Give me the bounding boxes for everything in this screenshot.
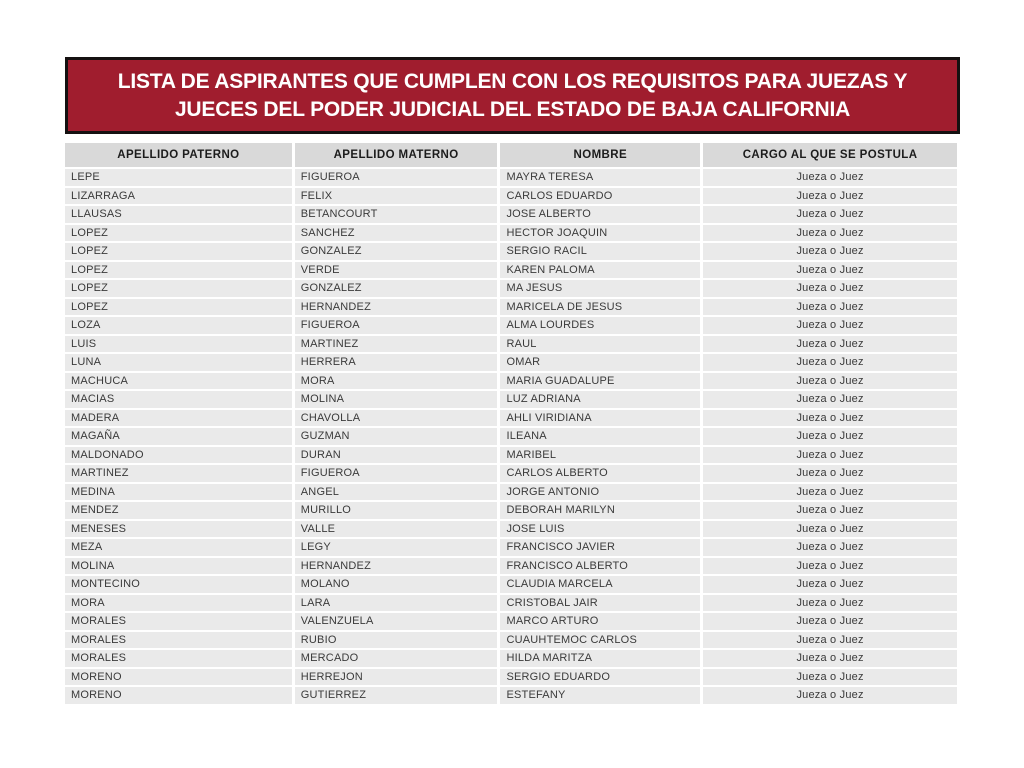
table-row (65, 280, 957, 297)
cell-apellido-materno: MOLINA (295, 391, 498, 408)
cell-cargo: Jueza o Juez (703, 521, 957, 538)
cell-cargo: Jueza o Juez (703, 613, 957, 630)
cell-nombre: MARIA GUADALUPE (500, 373, 700, 390)
cell-apellido-materno: GONZALEZ (295, 280, 498, 297)
column-header-apellido-materno: APELLIDO MATERNO (295, 143, 498, 167)
cell-apellido-paterno: MEDINA (65, 484, 292, 501)
table-row (65, 539, 957, 556)
column-header-nombre: NOMBRE (500, 143, 700, 167)
cell-nombre: MARCO ARTURO (500, 613, 700, 630)
cell-nombre: ALMA LOURDES (500, 317, 700, 334)
table-row (65, 687, 957, 704)
column-header-apellido-paterno: APELLIDO PATERNO (65, 143, 292, 167)
cell-nombre: OMAR (500, 354, 700, 371)
cell-nombre: MAYRA TERESA (500, 169, 700, 186)
cell-apellido-paterno: MORENO (65, 687, 292, 704)
cell-apellido-materno: SANCHEZ (295, 225, 498, 242)
cell-apellido-paterno: LOPEZ (65, 243, 292, 260)
cell-nombre: HILDA MARITZA (500, 650, 700, 667)
cell-apellido-materno: HERNANDEZ (295, 299, 498, 316)
cell-nombre: DEBORAH MARILYN (500, 502, 700, 519)
cell-nombre: CLAUDIA MARCELA (500, 576, 700, 593)
cell-cargo: Jueza o Juez (703, 280, 957, 297)
cell-apellido-paterno: LUNA (65, 354, 292, 371)
cell-apellido-materno: MERCADO (295, 650, 498, 667)
table-row (65, 447, 957, 464)
cell-nombre: CARLOS EDUARDO (500, 188, 700, 205)
table-row (65, 410, 957, 427)
cell-nombre: RAUL (500, 336, 700, 353)
table-row (65, 669, 957, 686)
cell-apellido-materno: FIGUEROA (295, 317, 498, 334)
cell-cargo: Jueza o Juez (703, 206, 957, 223)
cell-nombre: CARLOS ALBERTO (500, 465, 700, 482)
cell-apellido-materno: LEGY (295, 539, 498, 556)
page-title-line-2: JUECES DEL PODER JUDICIAL DEL ESTADO DE BAJA CALIFORNIA (174, 97, 851, 121)
table-row (65, 558, 957, 575)
cell-apellido-paterno: MORALES (65, 650, 292, 667)
cell-cargo: Jueza o Juez (703, 484, 957, 501)
cell-apellido-materno: BETANCOURT (295, 206, 498, 223)
cell-apellido-paterno: MADERA (65, 410, 292, 427)
cell-apellido-materno: VALLE (295, 521, 498, 538)
cell-apellido-paterno: LUIS (65, 336, 292, 353)
cell-cargo: Jueza o Juez (703, 299, 957, 316)
cell-nombre: FRANCISCO JAVIER (500, 539, 700, 556)
table-row (65, 521, 957, 538)
cell-cargo: Jueza o Juez (703, 502, 957, 519)
cell-apellido-materno: MURILLO (295, 502, 498, 519)
table-row (65, 169, 957, 186)
cell-nombre: CUAUHTEMOC CARLOS (500, 632, 700, 649)
cell-cargo: Jueza o Juez (703, 669, 957, 686)
table-row (65, 391, 957, 408)
cell-apellido-paterno: MORALES (65, 613, 292, 630)
cell-apellido-materno: CHAVOLLA (295, 410, 498, 427)
cell-apellido-paterno: LLAUSAS (65, 206, 292, 223)
table-row (65, 465, 957, 482)
cell-apellido-materno: GUZMAN (295, 428, 498, 445)
table-row (65, 354, 957, 371)
table-body (65, 169, 957, 704)
cell-nombre: KAREN PALOMA (500, 262, 700, 279)
cell-apellido-paterno: MENDEZ (65, 502, 292, 519)
table-row (65, 650, 957, 667)
cell-apellido-paterno: LOZA (65, 317, 292, 334)
cell-apellido-materno: FELIX (295, 188, 498, 205)
page-title-line-1: LISTA DE ASPIRANTES QUE CUMPLEN CON LOS REQUISITOS PARA JUEZAS Y (117, 69, 908, 93)
cell-cargo: Jueza o Juez (703, 650, 957, 667)
cell-apellido-materno: ANGEL (295, 484, 498, 501)
table-header (65, 143, 957, 167)
cell-nombre: MARIBEL (500, 447, 700, 464)
cell-cargo: Jueza o Juez (703, 262, 957, 279)
cell-apellido-paterno: MENESES (65, 521, 292, 538)
cell-apellido-paterno: MORA (65, 595, 292, 612)
cell-apellido-materno: FIGUEROA (295, 169, 498, 186)
cell-cargo: Jueza o Juez (703, 465, 957, 482)
cell-cargo: Jueza o Juez (703, 576, 957, 593)
cell-cargo: Jueza o Juez (703, 243, 957, 260)
cell-nombre: AHLI VIRIDIANA (500, 410, 700, 427)
cell-nombre: JOSE LUIS (500, 521, 700, 538)
table-row (65, 299, 957, 316)
cell-nombre: ILEANA (500, 428, 700, 445)
cell-nombre: MARICELA DE JESUS (500, 299, 700, 316)
table-row (65, 595, 957, 612)
cell-cargo: Jueza o Juez (703, 188, 957, 205)
cell-apellido-paterno: LIZARRAGA (65, 188, 292, 205)
cell-cargo: Jueza o Juez (703, 354, 957, 371)
cell-cargo: Jueza o Juez (703, 169, 957, 186)
cell-cargo: Jueza o Juez (703, 317, 957, 334)
cell-apellido-paterno: MARTINEZ (65, 465, 292, 482)
cell-cargo: Jueza o Juez (703, 595, 957, 612)
column-header-cargo: CARGO AL QUE SE POSTULA (703, 143, 957, 167)
cell-apellido-materno: VERDE (295, 262, 498, 279)
cell-apellido-materno: MARTINEZ (295, 336, 498, 353)
table-row (65, 428, 957, 445)
cell-cargo: Jueza o Juez (703, 632, 957, 649)
cell-apellido-materno: MORA (295, 373, 498, 390)
table-row (65, 632, 957, 649)
cell-apellido-materno: GUTIERREZ (295, 687, 498, 704)
header-row (65, 143, 957, 167)
cell-apellido-materno: LARA (295, 595, 498, 612)
cell-apellido-paterno: MORENO (65, 669, 292, 686)
cell-cargo: Jueza o Juez (703, 428, 957, 445)
cell-cargo: Jueza o Juez (703, 687, 957, 704)
cell-cargo: Jueza o Juez (703, 539, 957, 556)
cell-apellido-paterno: MAGAÑA (65, 428, 292, 445)
table-row (65, 373, 957, 390)
cell-cargo: Jueza o Juez (703, 447, 957, 464)
cell-nombre: HECTOR JOAQUIN (500, 225, 700, 242)
cell-apellido-materno: RUBIO (295, 632, 498, 649)
cell-apellido-materno: HERREJON (295, 669, 498, 686)
table-row (65, 317, 957, 334)
title-banner (65, 57, 960, 134)
table-row (65, 613, 957, 630)
cell-nombre: ESTEFANY (500, 687, 700, 704)
cell-apellido-paterno: MALDONADO (65, 447, 292, 464)
cell-apellido-materno: MOLANO (295, 576, 498, 593)
cell-apellido-paterno: LOPEZ (65, 225, 292, 242)
table-row (65, 502, 957, 519)
cell-cargo: Jueza o Juez (703, 558, 957, 575)
cell-apellido-paterno: LEPE (65, 169, 292, 186)
table-row (65, 576, 957, 593)
table-row (65, 225, 957, 242)
cell-apellido-paterno: MONTECINO (65, 576, 292, 593)
cell-apellido-paterno: MACHUCA (65, 373, 292, 390)
cell-nombre: FRANCISCO ALBERTO (500, 558, 700, 575)
cell-nombre: SERGIO RACIL (500, 243, 700, 260)
cell-apellido-materno: DURAN (295, 447, 498, 464)
cell-apellido-materno: FIGUEROA (295, 465, 498, 482)
applicants-table (62, 141, 960, 706)
table-row (65, 484, 957, 501)
cell-nombre: JORGE ANTONIO (500, 484, 700, 501)
cell-apellido-materno: GONZALEZ (295, 243, 498, 260)
cell-cargo: Jueza o Juez (703, 373, 957, 390)
cell-apellido-paterno: MORALES (65, 632, 292, 649)
table-row (65, 243, 957, 260)
cell-apellido-materno: HERNANDEZ (295, 558, 498, 575)
table-row (65, 336, 957, 353)
table-row (65, 188, 957, 205)
cell-nombre: LUZ ADRIANA (500, 391, 700, 408)
cell-nombre: SERGIO EDUARDO (500, 669, 700, 686)
cell-nombre: CRISTOBAL JAIR (500, 595, 700, 612)
cell-apellido-paterno: MACIAS (65, 391, 292, 408)
cell-nombre: JOSE ALBERTO (500, 206, 700, 223)
cell-nombre: MA JESUS (500, 280, 700, 297)
cell-apellido-paterno: LOPEZ (65, 280, 292, 297)
cell-cargo: Jueza o Juez (703, 225, 957, 242)
table-row (65, 206, 957, 223)
cell-apellido-materno: VALENZUELA (295, 613, 498, 630)
cell-cargo: Jueza o Juez (703, 391, 957, 408)
cell-cargo: Jueza o Juez (703, 336, 957, 353)
table-row (65, 262, 957, 279)
cell-apellido-materno: HERRERA (295, 354, 498, 371)
cell-apellido-paterno: MOLINA (65, 558, 292, 575)
cell-apellido-paterno: LOPEZ (65, 299, 292, 316)
cell-apellido-paterno: LOPEZ (65, 262, 292, 279)
cell-apellido-paterno: MEZA (65, 539, 292, 556)
cell-cargo: Jueza o Juez (703, 410, 957, 427)
